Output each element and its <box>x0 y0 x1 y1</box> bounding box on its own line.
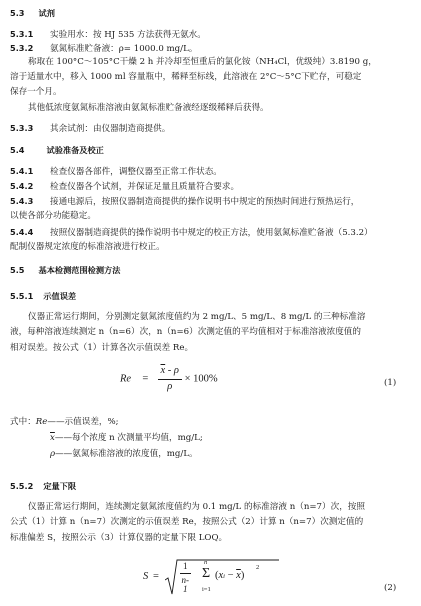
clause-number: 5.5.1 <box>10 291 34 301</box>
paren-group: $(xi - \overline{x})$ <box>215 570 245 581</box>
formula-lhs: Re <box>120 373 132 385</box>
section-heading-5-5 <box>10 266 120 274</box>
formula-lhs: S <box>143 571 149 582</box>
equation-number-1: (1) <box>384 378 397 388</box>
section-title: 基本检测范围检测方法 <box>38 265 121 275</box>
clause-5-4-2 <box>10 182 239 192</box>
paragraph-line: 相对误差。按公式（1）计算各次示值误差 Re。 <box>10 343 194 353</box>
clause-heading-5-5-2 <box>10 482 76 490</box>
clause-text: 检查仪器各部件，调整仪器至正常工作状态。 <box>50 167 222 177</box>
paragraph-line: 其他低浓度氨氮标准溶液由氨氮标准贮备液经逐级稀释后获得。 <box>28 103 269 113</box>
denominator: ρ <box>167 380 173 392</box>
equation-number-2: (2) <box>384 583 397 593</box>
paragraph-line: 液，每种溶液连续测定 n（n=6）次，n（n=6）次测定值的平均值相对于标准溶液浓度值的 <box>10 327 361 337</box>
paragraph-line: 仪器正常运行期间，连续测定氨氮浓度值约为 0.1 mg/L 的标准溶液 n（n=7）次，按照 <box>28 502 365 512</box>
clause-number: 5.4.4 <box>10 227 34 237</box>
clause-number: 5.4.1 <box>10 166 34 176</box>
clause-5-3-2 <box>10 44 197 54</box>
section-heading-5-4 <box>10 146 104 154</box>
clause-number: 5.5.2 <box>10 481 34 491</box>
clause-text: 其余试剂：由仪器制造商提供。 <box>50 124 171 134</box>
section-number: 5.3 <box>10 8 25 18</box>
clause-number: 5.4.2 <box>10 181 34 191</box>
clause-heading-5-5-1 <box>10 292 76 300</box>
section-number: 5.4 <box>10 145 25 155</box>
formula-1 <box>120 366 218 392</box>
sum-lower-limit: i=1 <box>202 586 211 593</box>
sum-upper-limit: n <box>204 559 208 566</box>
minus-sign: − <box>224 570 237 581</box>
clause-text: 氨氮标准贮备液：ρ= 1000.0 mg/L。 <box>50 44 198 54</box>
section-number: 5.5 <box>10 265 25 275</box>
section-title: 试验准备及校正 <box>46 145 104 155</box>
clause-title: 定量下限 <box>43 481 77 491</box>
where-line-1 <box>10 418 119 427</box>
paragraph-line: 溶于适量水中，移入 1000 ml 容量瓶中，稀释至标线，此溶液在 2°C～5°C下贮存，可稳定 <box>10 72 362 82</box>
clause-5-3-3 <box>10 124 170 134</box>
where-symbol: ρ <box>50 449 56 459</box>
paragraph-line: 公式（1）计算 n（n=7）次测定的示值误差 Re，按照公式（2）计算 n（n=7）次测定值的 <box>10 517 364 527</box>
clause-number: 5.3.1 <box>10 29 34 39</box>
numerator-rest: - ρ <box>165 365 179 376</box>
clause-5-4-3 <box>10 197 359 207</box>
formula-equals: = <box>142 373 149 385</box>
where-description: ——示值误差，%; <box>47 417 119 427</box>
where-symbol: Re <box>35 417 48 427</box>
section-title: 试剂 <box>38 8 55 18</box>
summation-sign: Σ <box>202 566 211 581</box>
mean-x: $\overline{x}$ <box>160 365 166 376</box>
where-line-3 <box>50 450 198 459</box>
section-heading-5-3 <box>10 9 55 17</box>
clause-text: 接通电源后，按照仪器制造商提供的操作说明书中规定的预热时间进行预热运行， <box>50 197 360 207</box>
clause-text: 按照仪器制造商提供的操作说明书中规定的校正方法，使用氨氮标准贮备液（5.3.2） <box>50 228 373 238</box>
clause-number: 5.4.3 <box>10 196 34 206</box>
paragraph-line: 称取在 100°C～105°C干燥 2 h 并冷却至恒重后的氯化铵（NH₄Cl，优级纯）3.8190 g， <box>28 57 377 67</box>
formula-tail: × 100% <box>184 373 218 385</box>
paragraph-line: 配制仪器规定浓度的标准溶液进行校正。 <box>10 242 165 252</box>
term-subscript: i <box>223 573 225 580</box>
clause-number: 5.3.2 <box>10 43 34 53</box>
where-symbol: $\overline{x}$ <box>50 433 55 443</box>
paragraph-line: 仪器正常运行期间，分别测定氨氮浓度值约为 2 mg/L、5 mg/L、8 mg/L 的三种标准溶 <box>28 312 366 322</box>
where-description: ——每个浓度 n 次测量平均值，mg/L; <box>54 433 203 443</box>
clause-text: 检查仪器各个试剂，并保证足量且质量符合要求。 <box>50 182 240 192</box>
mean-x: $\overline{x}$ <box>236 570 241 581</box>
clause-5-4-4 <box>10 228 373 238</box>
clause-5-3-1 <box>10 30 206 40</box>
fraction-1-over-n-1 <box>180 562 191 594</box>
where-line-2 <box>50 434 203 443</box>
clause-title: 示值误差 <box>43 291 77 301</box>
clause-text: 实验用水：按 HJ 535 方法获得无氨水。 <box>50 30 206 40</box>
paragraph-line: 以使各部分功能稳定。 <box>10 211 96 221</box>
exponent: 2 <box>256 564 260 571</box>
denominator: n-1 <box>181 575 189 594</box>
where-lead: 式中： <box>10 417 36 427</box>
clause-number: 5.3.3 <box>10 123 34 133</box>
paragraph-line: 标准偏差 S，按照公示（3）计算仪器的定量下限 LOQ。 <box>10 533 228 543</box>
where-description: ——氨氮标准溶液的浓度值，mg/L。 <box>55 449 198 459</box>
paragraph-line: 保存一个月。 <box>10 87 62 97</box>
term-x: x <box>218 570 224 581</box>
fraction <box>158 366 182 392</box>
numerator: 1 <box>180 562 191 574</box>
clause-5-4-1 <box>10 167 222 177</box>
formula-equals: = <box>153 571 159 582</box>
